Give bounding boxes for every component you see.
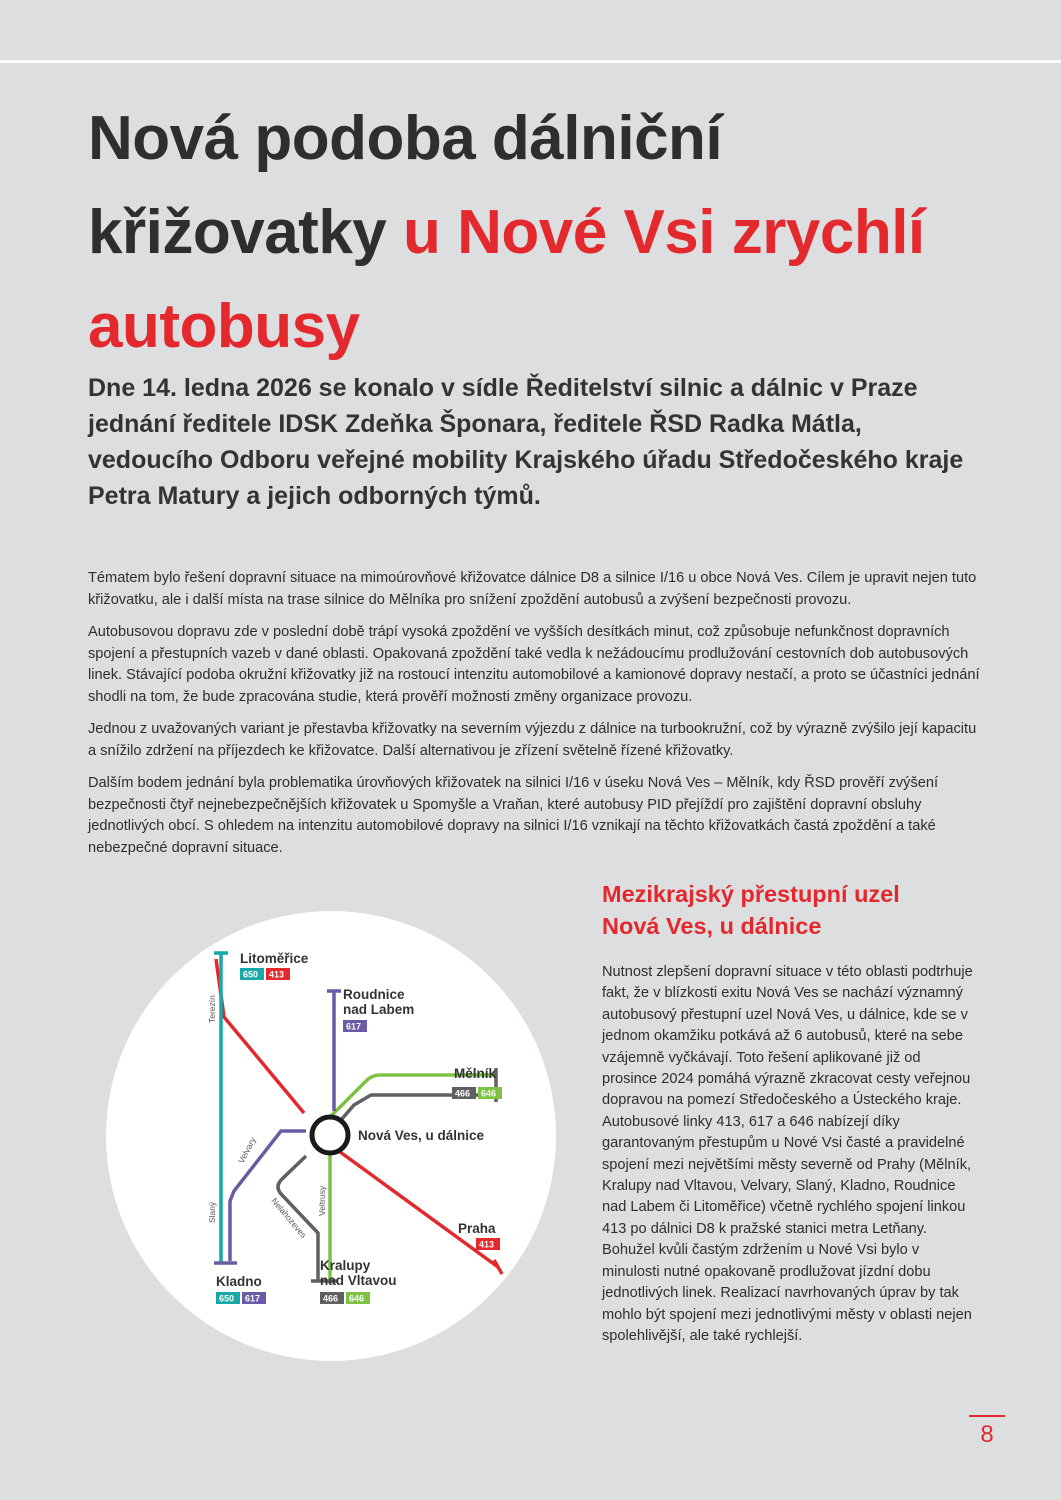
stop-roudnice-line2: nad Labem bbox=[343, 1002, 415, 1017]
badge-413-praha-text: 413 bbox=[479, 1239, 495, 1250]
badge-650-text: 650 bbox=[243, 969, 259, 980]
body-paragraph-4: Dalším bodem jednání byla problematika úrovňových křižovatek na silnici I/16 v úseku Nová Ves – Mělník, kdy ŘSD prověří zvýšení bezpečnosti čtyř nejnebezpečnějších křižovatek u Spomyšle a Vraňan, které autobusy PID přejíždí pro zajištění dopravní obsluhy jednotlivých obcí. S ohledem na intenzitu automobilové dopravy na silnici I/16 vznikají na těchto křižovatkách častá zpoždění a také nebezpečné dopravní situace. bbox=[88, 775, 939, 856]
badge-466-text: 466 bbox=[455, 1088, 471, 1099]
page-number-rule bbox=[969, 1415, 1005, 1417]
stop-roudnice-line1: Roudnice bbox=[343, 987, 405, 1002]
badge-650-kladno-text: 650 bbox=[219, 1293, 235, 1304]
title-red-part: u Nové Vsi zrychlí autobusy bbox=[88, 198, 925, 361]
top-rule bbox=[0, 60, 1061, 63]
stop-litomerice: Litoměřice bbox=[240, 951, 309, 966]
lead-paragraph: Dne 14. ledna 2026 se konalo v sídle Ředitelství silnic a dálnic v Praze jednání ředitele IDSK Zdeňka Šponara, ředitele ŘSD Radka Mátla, vedoucího Odboru veřejné mobility Krajského úřadu Středočeského kraje Petra Matury a jejich odborných týmů. bbox=[88, 374, 964, 510]
badge-413-text: 413 bbox=[269, 969, 285, 980]
road-label-terezin: Terezín bbox=[207, 995, 217, 1023]
hub-node bbox=[312, 1117, 348, 1153]
sidebar-text: Nutnost zlepšení dopravní situace v této oblasti podtrhuje fakt, že v blízkosti exitu Nová Ves se nachází významný autobusový přestupní uzel Nová Ves, u dálnice, kde se v jednom okamžiku potkává až 6 autobusů, které na sebe vzájemně vyčkávají. Toto řešení aplikované již od prosince 2024 pomáhá výrazně zkracovat cesty veřejnou dopravou na pomezí Středočeského a Ústeckého kraje. Autobusové linky 413, 617 a 646 nabízejí díky garantovaným přestupům u Nové Vsi časté a pravidelné spojení mezi největšími městy severně od Prahy (Mělník, Kralupy nad Vltavou, Velvary, Slaný, Kladno, Roudnice nad Labem či Litoměřice) včetně rychlého spojení linkou 413 po dálnici D8 k pražské stanici metra Letňany. Bohužel kvůli častým zdržením u Nové Vsi bylo v minulosti nutné opakovaně prodlužovat jízdní dobu jednotlivých linek. Realizací navrhovaných úprav by tak mohlo být spojení mezi jednotlivými městy v oblasti nejen spolehlivější, ale také rychlejší. bbox=[602, 964, 973, 1344]
road-label-velvary: Velvary bbox=[235, 1135, 258, 1165]
badge-646-kralupy-text: 646 bbox=[349, 1293, 365, 1304]
badge-617-kladno-text: 617 bbox=[245, 1293, 261, 1304]
network-map bbox=[106, 911, 556, 1361]
page-title bbox=[88, 92, 1008, 374]
hub-label: Nová Ves, u dálnice bbox=[358, 1128, 485, 1143]
stop-kralupy-line2: nad Vltavou bbox=[320, 1273, 397, 1288]
badge-466-kralupy-text: 466 bbox=[323, 1293, 339, 1304]
body-text bbox=[88, 568, 988, 870]
badge-617-text: 617 bbox=[346, 1021, 362, 1032]
stop-melnik: Mělník bbox=[454, 1066, 497, 1081]
road-label-nelahozeves: Nelahozeves bbox=[269, 1195, 309, 1240]
stop-kladno: Kladno bbox=[216, 1274, 262, 1289]
sidebar-title: Mezikrajský přestupní uzel Nová Ves, u dálnice bbox=[602, 881, 900, 939]
body-paragraph-1: Tématem bylo řešení dopravní situace na mimoúrovňové křižovatce dálnice D8 a silnice I/16 u obce Nová Ves. Cílem je upravit nejen tuto křižovatku, ale i další místa na trase silnice do Mělníka pro snížení zpoždění autobusů a zvýšení bezpečnosti provozu. bbox=[88, 570, 977, 608]
title-dark-part: Nová podoba dálniční křižovatky bbox=[88, 104, 723, 267]
badge-646-text: 646 bbox=[481, 1088, 497, 1099]
road-label-veltrusy: Veltrusy bbox=[317, 1185, 327, 1216]
stop-kralupy-line1: Kralupy bbox=[320, 1258, 371, 1273]
body-paragraph-2: Autobusovou dopravu zde v poslední době trápí vysoká zpoždění ve vyšších desítkách minut, což způsobuje nefunkčnost dopravních spojení a přestupních vazeb v dané oblasti. Opakovaná zpoždění také vedla k nežádoucímu prodlužování cestovních dob autobusových linek. Stávající podoba okružní křižovatky již na rostoucí intenzitu automobilové a kamionové dopravy nestačí, a proto se účastníci jednání shodli na tom, že bude zpracována studie, která prověří možnosti změny organizace provozu. bbox=[88, 624, 980, 705]
body-paragraph-3: Jednou z uvažovaných variant je přestavba křižovatky na severním výjezdu z dálnice na turbookružní, což by výrazně zvýšilo její kapacitu a snížilo zdržení na příjezdech ke křižovatce. Další alternativou je zřízení světelně řízené křižovatky. bbox=[88, 721, 977, 759]
stop-praha: Praha bbox=[458, 1221, 496, 1236]
page-number: 8 bbox=[980, 1421, 994, 1448]
road-label-slany: Slaný bbox=[207, 1201, 217, 1223]
